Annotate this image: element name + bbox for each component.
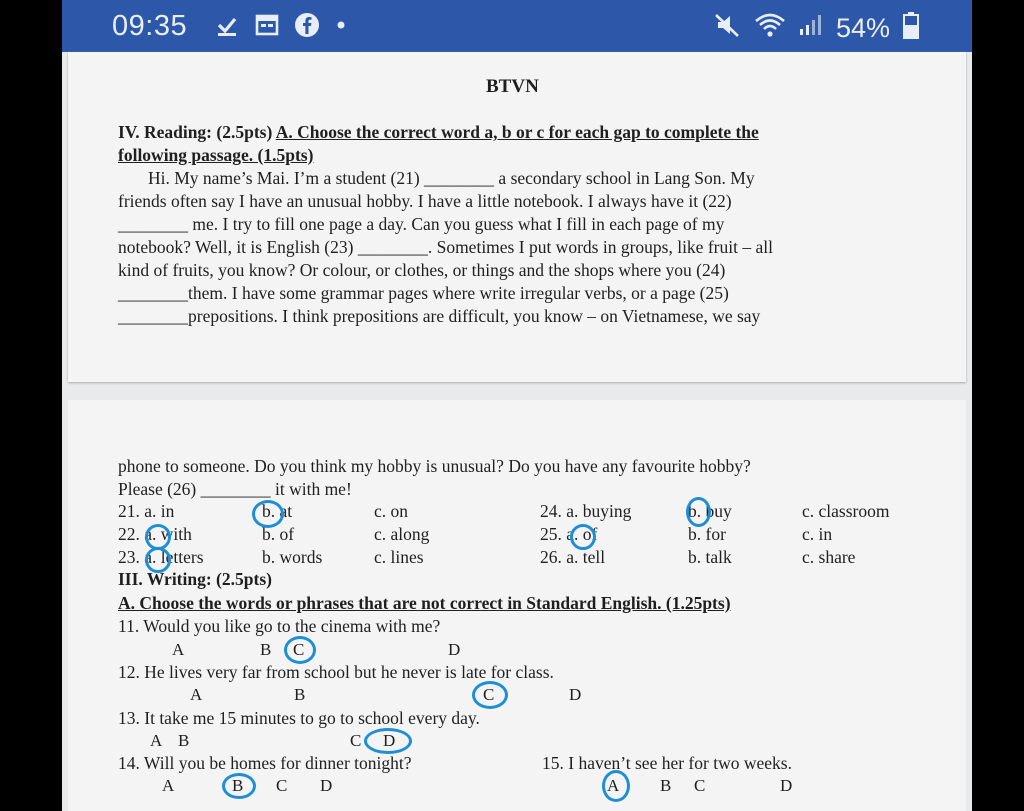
question-sentence: 15. I haven’t see her for two weeks. [542,753,792,773]
answer-option: b. words [262,547,323,567]
answer-option: 23. a. letters [118,547,204,567]
document-page-1 [68,52,966,382]
answer-mark-circle [602,770,630,802]
passage-line: friends often say I have an unusual hobby. I have a little notebook. I always have it (22) [118,191,732,211]
choice-label: A [607,776,620,795]
status-time: 09:35 [112,10,188,42]
wifi-icon [754,11,786,46]
answer-option: c. lines [374,547,424,567]
download-done-icon [214,12,240,45]
facebook-icon [294,12,320,45]
choice-label: B [260,640,272,659]
answer-mark-circle [686,497,711,527]
choice-label: C [276,776,288,795]
choice-label: B [178,731,190,750]
question-sentence: 13. It take me 15 minutes to go to school every day. [118,708,480,728]
answer-mark-circle [252,500,284,528]
passage-line: Hi. My name’s Mai. I’m a student (21) ________ a secondary school in Lang Son. My [148,168,755,188]
question-sentence: 11. Would you like go to the cinema with me? [118,616,441,636]
reading-heading-part: IV. Reading: (2.5pts) [118,122,276,142]
answer-mark-circle [570,524,596,550]
battery-icon [902,10,920,47]
notification-icons [214,12,348,45]
choice-label: A [162,776,175,795]
answer-option: c. along [374,524,430,544]
answer-option: 25. a. of [540,524,598,544]
choice-label: D [320,776,333,795]
doc-title: BTVN [486,76,539,97]
passage-line: ________them. I have some grammar pages where write irregular verbs, or a page (25) [118,283,729,303]
answer-option: c. in [802,524,833,544]
status-bar [62,0,972,52]
choice-label: D [569,685,582,704]
writing-heading: III. Writing: (2.5pts) [118,569,272,589]
choice-label: B [232,776,244,795]
answer-option: 22. a. with [118,524,192,544]
dot-icon [334,12,348,45]
choice-label: A [190,685,203,704]
choice-label: D [448,640,461,659]
passage-line: ________ me. I try to fill one page a day. Can you guess what I fill in each page of my [118,214,725,234]
calendar-icon [254,12,280,45]
answer-option: b. at [262,501,293,521]
answer-option: b. of [262,524,295,544]
document-page-2 [68,400,966,811]
phone-screen [62,0,972,811]
choice-label: C [694,776,706,795]
question-sentence: 12. He lives very far from school but he never is late for class. [118,662,554,682]
answer-option: 24. a. buying [540,501,632,521]
system-icons [712,10,920,47]
question-sentence: 14. Will you be homes for dinner tonight? [118,753,412,773]
answer-mark-circle [284,636,316,664]
answer-mark-circle [364,728,412,754]
passage-line: Please (26) ________ it with me! [118,479,352,499]
choice-label: D [780,776,793,795]
passage-line: ________prepositions. I think prepositions are difficult, you know – on Vietnamese, we say [118,306,761,326]
answer-option: c. share [802,547,856,567]
choice-label: A [172,640,185,659]
choice-label: A [150,731,163,750]
answer-option: b. for [688,524,726,544]
answer-option: 26. a. tell [540,547,606,567]
choice-label: C [350,731,362,750]
answer-mark-circle [222,773,256,799]
passage-line: kind of fruits, you know? Or colour, or clothes, or things and the shops where you (24) [118,260,726,280]
choice-label: C [483,685,495,704]
answer-option: c. on [374,501,409,521]
answer-option: 21. a. in [118,501,175,521]
reading-heading [118,121,759,144]
choice-label: C [293,640,305,659]
answer-option: c. classroom [802,501,890,521]
reading-heading-line2: following passage. (1.5pts) [118,145,314,165]
writing-subheading: A. Choose the words or phrases that are not correct in Standard English. (1.25pts) [118,593,731,613]
choice-label: D [383,731,396,750]
passage-line: phone to someone. Do you think my hobby is unusual? Do you have any favourite hobby? [118,456,751,476]
choice-label: B [660,776,672,795]
choice-label: B [294,685,306,704]
mute-icon [712,11,742,46]
passage-line: notebook? Well, it is English (23) ________. Sometimes I put words in groups, like fruit – all [118,237,773,257]
reading-heading-underlined: A. Choose the correct word a, b or c for each gap to complete the [275,122,759,142]
battery-percent: 54% [835,13,890,43]
signal-icon [798,11,824,46]
answer-mark-circle [472,681,508,709]
answer-option: b. buy [688,501,732,521]
answer-option: b. talk [688,547,732,567]
